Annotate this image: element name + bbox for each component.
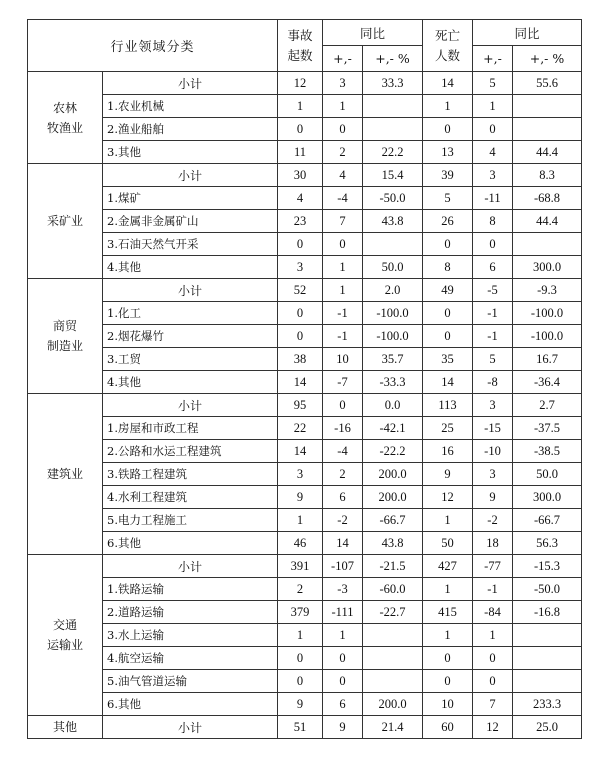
accidents-change-pct-cell: 200.0 bbox=[363, 693, 423, 716]
category-cell bbox=[28, 716, 103, 739]
deaths-change-cell: 5 bbox=[473, 348, 513, 371]
accidents-change-pct-cell: -100.0 bbox=[363, 302, 423, 325]
accidents-change-cell: 7 bbox=[323, 210, 363, 233]
accidents-change-cell: 1 bbox=[323, 256, 363, 279]
table-row bbox=[28, 532, 582, 555]
deaths-change-pct-cell: 50.0 bbox=[513, 463, 582, 486]
accidents-change-cell: 3 bbox=[323, 72, 363, 95]
table-row bbox=[28, 578, 582, 601]
accidents-change-cell: 0 bbox=[323, 394, 363, 417]
deaths-cell: 1 bbox=[423, 578, 473, 601]
subcategory-label: 2.公路和水运工程建筑 bbox=[103, 440, 278, 463]
subcategory-label: 2.渔业船舶 bbox=[103, 118, 278, 141]
header-deaths-change: +,- bbox=[473, 46, 513, 72]
deaths-change-cell: -77 bbox=[473, 555, 513, 578]
subcategory-label: 4.水利工程建筑 bbox=[103, 486, 278, 509]
table-row bbox=[28, 647, 582, 670]
accidents-change-pct-cell bbox=[363, 647, 423, 670]
category-name-line: 交通 bbox=[52, 618, 77, 632]
accidents-change-pct-cell: -22.7 bbox=[363, 601, 423, 624]
deaths-change-pct-cell: -36.4 bbox=[513, 371, 582, 394]
accidents-cell: 0 bbox=[278, 647, 323, 670]
deaths-cell: 0 bbox=[423, 325, 473, 348]
accidents-change-cell: -7 bbox=[323, 371, 363, 394]
table-row bbox=[28, 693, 582, 716]
subcategory-label: 3.水上运输 bbox=[103, 624, 278, 647]
accidents-change-cell: 1 bbox=[323, 95, 363, 118]
subcategory-label: 1.化工 bbox=[103, 302, 278, 325]
deaths-change-pct-cell: -50.0 bbox=[513, 578, 582, 601]
deaths-cell: 50 bbox=[423, 532, 473, 555]
accidents-change-cell: 6 bbox=[323, 693, 363, 716]
accidents-cell: 0 bbox=[278, 670, 323, 693]
category-cell bbox=[28, 555, 103, 716]
subcategory-label: 1.铁路运输 bbox=[103, 578, 278, 601]
deaths-change-cell: -10 bbox=[473, 440, 513, 463]
table-row bbox=[28, 95, 582, 118]
deaths-change-cell: 9 bbox=[473, 486, 513, 509]
accidents-change-pct-cell bbox=[363, 233, 423, 256]
table-row bbox=[28, 555, 582, 578]
accidents-change-pct-cell: 33.3 bbox=[363, 72, 423, 95]
accidents-change-pct-cell: -42.1 bbox=[363, 417, 423, 440]
deaths-cell: 39 bbox=[423, 164, 473, 187]
deaths-cell: 1 bbox=[423, 509, 473, 532]
deaths-change-pct-cell: 16.7 bbox=[513, 348, 582, 371]
accidents-cell: 9 bbox=[278, 693, 323, 716]
deaths-cell: 14 bbox=[423, 72, 473, 95]
deaths-change-cell: 6 bbox=[473, 256, 513, 279]
deaths-cell: 415 bbox=[423, 601, 473, 624]
table-row bbox=[28, 164, 582, 187]
deaths-cell: 0 bbox=[423, 302, 473, 325]
table-row bbox=[28, 716, 582, 739]
accidents-change-pct-cell: 22.2 bbox=[363, 141, 423, 164]
accidents-change-pct-cell bbox=[363, 118, 423, 141]
table-row bbox=[28, 371, 582, 394]
table-row bbox=[28, 72, 582, 95]
deaths-change-cell: -11 bbox=[473, 187, 513, 210]
deaths-change-pct-cell: 8.3 bbox=[513, 164, 582, 187]
accidents-change-cell: -2 bbox=[323, 509, 363, 532]
accidents-cell: 3 bbox=[278, 463, 323, 486]
deaths-change-cell: 0 bbox=[473, 670, 513, 693]
deaths-change-cell: -15 bbox=[473, 417, 513, 440]
accidents-change-pct-cell: 43.8 bbox=[363, 532, 423, 555]
accidents-cell: 0 bbox=[278, 118, 323, 141]
accidents-cell: 14 bbox=[278, 440, 323, 463]
accidents-change-cell: 10 bbox=[323, 348, 363, 371]
accidents-change-cell: 1 bbox=[323, 624, 363, 647]
accidents-cell: 0 bbox=[278, 325, 323, 348]
accidents-change-pct-cell: -100.0 bbox=[363, 325, 423, 348]
category-name-line: 建筑业 bbox=[46, 467, 83, 481]
table-row bbox=[28, 394, 582, 417]
accidents-change-cell: -3 bbox=[323, 578, 363, 601]
accidents-change-cell: 6 bbox=[323, 486, 363, 509]
subcategory-label: 5.电力工程施工 bbox=[103, 509, 278, 532]
deaths-cell: 25 bbox=[423, 417, 473, 440]
accidents-change-cell: 0 bbox=[323, 670, 363, 693]
subcategory-label: 2.烟花爆竹 bbox=[103, 325, 278, 348]
accidents-cell: 1 bbox=[278, 95, 323, 118]
accidents-cell: 46 bbox=[278, 532, 323, 555]
deaths-cell: 60 bbox=[423, 716, 473, 739]
header-deaths bbox=[423, 20, 473, 72]
deaths-change-cell: 5 bbox=[473, 72, 513, 95]
deaths-change-cell: 1 bbox=[473, 95, 513, 118]
accidents-change-pct-cell: -60.0 bbox=[363, 578, 423, 601]
accidents-change-pct-cell: 0.0 bbox=[363, 394, 423, 417]
deaths-change-pct-cell: -9.3 bbox=[513, 279, 582, 302]
table-row bbox=[28, 348, 582, 371]
deaths-cell: 12 bbox=[423, 486, 473, 509]
deaths-cell: 1 bbox=[423, 624, 473, 647]
accidents-change-pct-cell: 200.0 bbox=[363, 463, 423, 486]
accidents-cell: 38 bbox=[278, 348, 323, 371]
accidents-change-pct-cell: 21.4 bbox=[363, 716, 423, 739]
header-deaths-line2: 人数 bbox=[434, 47, 460, 63]
deaths-cell: 427 bbox=[423, 555, 473, 578]
table-row bbox=[28, 187, 582, 210]
deaths-change-pct-cell bbox=[513, 647, 582, 670]
accidents-cell: 22 bbox=[278, 417, 323, 440]
accidents-cell: 9 bbox=[278, 486, 323, 509]
accidents-change-pct-cell: 35.7 bbox=[363, 348, 423, 371]
deaths-cell: 49 bbox=[423, 279, 473, 302]
accidents-change-cell: 2 bbox=[323, 463, 363, 486]
deaths-cell: 5 bbox=[423, 187, 473, 210]
accidents-change-cell: 2 bbox=[323, 141, 363, 164]
deaths-cell: 14 bbox=[423, 371, 473, 394]
accidents-change-pct-cell: -21.5 bbox=[363, 555, 423, 578]
subcategory-label: 4.其他 bbox=[103, 256, 278, 279]
table-row bbox=[28, 463, 582, 486]
accidents-change-pct-cell: 15.4 bbox=[363, 164, 423, 187]
accidents-cell: 52 bbox=[278, 279, 323, 302]
header-accidents-yoy: 同比 bbox=[323, 20, 423, 46]
accidents-change-cell: -16 bbox=[323, 417, 363, 440]
header-deaths-yoy: 同比 bbox=[473, 20, 582, 46]
deaths-change-cell: 4 bbox=[473, 141, 513, 164]
header-accidents-line1: 事故 bbox=[287, 27, 313, 43]
accidents-cell: 0 bbox=[278, 302, 323, 325]
subtotal-label: 小计 bbox=[103, 72, 278, 95]
accidents-change-pct-cell: -66.7 bbox=[363, 509, 423, 532]
subcategory-label: 1.房屋和市政工程 bbox=[103, 417, 278, 440]
subtotal-label: 小计 bbox=[103, 716, 278, 739]
deaths-change-cell: 0 bbox=[473, 233, 513, 256]
accidents-change-cell: -107 bbox=[323, 555, 363, 578]
subcategory-label: 4.航空运输 bbox=[103, 647, 278, 670]
accidents-change-pct-cell bbox=[363, 95, 423, 118]
table-row bbox=[28, 233, 582, 256]
accidents-change-pct-cell: -50.0 bbox=[363, 187, 423, 210]
accidents-change-cell: 0 bbox=[323, 118, 363, 141]
header-accidents-change: +,- bbox=[323, 46, 363, 72]
accidents-cell: 0 bbox=[278, 233, 323, 256]
table-row bbox=[28, 670, 582, 693]
table-row bbox=[28, 601, 582, 624]
deaths-cell: 35 bbox=[423, 348, 473, 371]
category-cell bbox=[28, 72, 103, 164]
deaths-change-pct-cell: -37.5 bbox=[513, 417, 582, 440]
deaths-cell: 0 bbox=[423, 670, 473, 693]
accidents-change-cell: 14 bbox=[323, 532, 363, 555]
deaths-change-pct-cell: 25.0 bbox=[513, 716, 582, 739]
table-row bbox=[28, 440, 582, 463]
subcategory-label: 6.其他 bbox=[103, 532, 278, 555]
deaths-cell: 0 bbox=[423, 118, 473, 141]
accidents-change-cell: 0 bbox=[323, 233, 363, 256]
deaths-change-cell: -1 bbox=[473, 325, 513, 348]
accidents-cell: 23 bbox=[278, 210, 323, 233]
accidents-change-cell: -1 bbox=[323, 302, 363, 325]
category-cell bbox=[28, 164, 103, 279]
deaths-cell: 0 bbox=[423, 233, 473, 256]
deaths-change-cell: 0 bbox=[473, 647, 513, 670]
deaths-cell: 9 bbox=[423, 463, 473, 486]
accidents-change-cell: 0 bbox=[323, 647, 363, 670]
header-accidents-line2: 起数 bbox=[287, 47, 313, 63]
deaths-change-cell: 18 bbox=[473, 532, 513, 555]
accidents-cell: 11 bbox=[278, 141, 323, 164]
subcategory-label: 3.工贸 bbox=[103, 348, 278, 371]
accidents-change-cell: -4 bbox=[323, 187, 363, 210]
deaths-change-pct-cell: -100.0 bbox=[513, 325, 582, 348]
deaths-change-pct-cell: 300.0 bbox=[513, 486, 582, 509]
accidents-change-cell: 9 bbox=[323, 716, 363, 739]
deaths-change-cell: 0 bbox=[473, 118, 513, 141]
deaths-change-cell: 8 bbox=[473, 210, 513, 233]
accident-statistics-table bbox=[27, 19, 582, 739]
deaths-change-pct-cell: 44.4 bbox=[513, 141, 582, 164]
accidents-change-pct-cell: -22.2 bbox=[363, 440, 423, 463]
deaths-change-pct-cell bbox=[513, 95, 582, 118]
accidents-change-pct-cell: -33.3 bbox=[363, 371, 423, 394]
subcategory-label: 6.其他 bbox=[103, 693, 278, 716]
deaths-change-pct-cell: -38.5 bbox=[513, 440, 582, 463]
subcategory-label: 2.道路运输 bbox=[103, 601, 278, 624]
deaths-change-pct-cell bbox=[513, 118, 582, 141]
accidents-cell: 95 bbox=[278, 394, 323, 417]
category-name-line: 采矿业 bbox=[46, 214, 83, 228]
accidents-change-pct-cell: 2.0 bbox=[363, 279, 423, 302]
accidents-cell: 51 bbox=[278, 716, 323, 739]
subtotal-label: 小计 bbox=[103, 164, 278, 187]
accidents-cell: 379 bbox=[278, 601, 323, 624]
subcategory-label: 5.油气管道运输 bbox=[103, 670, 278, 693]
deaths-change-pct-cell: 44.4 bbox=[513, 210, 582, 233]
deaths-change-cell: -1 bbox=[473, 302, 513, 325]
accidents-change-cell: 1 bbox=[323, 279, 363, 302]
header-row-1 bbox=[28, 20, 582, 46]
table-row bbox=[28, 325, 582, 348]
deaths-change-cell: 12 bbox=[473, 716, 513, 739]
header-deaths-change-pct: +,- % bbox=[513, 46, 582, 72]
deaths-cell: 8 bbox=[423, 256, 473, 279]
deaths-change-pct-cell: 300.0 bbox=[513, 256, 582, 279]
header-deaths-line1: 死亡 bbox=[434, 27, 460, 43]
deaths-change-pct-cell: -16.8 bbox=[513, 601, 582, 624]
subtotal-label: 小计 bbox=[103, 555, 278, 578]
subcategory-label: 4.其他 bbox=[103, 371, 278, 394]
accidents-cell: 3 bbox=[278, 256, 323, 279]
deaths-change-cell: -2 bbox=[473, 509, 513, 532]
accidents-cell: 1 bbox=[278, 509, 323, 532]
deaths-cell: 16 bbox=[423, 440, 473, 463]
table-row bbox=[28, 509, 582, 532]
subtotal-label: 小计 bbox=[103, 394, 278, 417]
deaths-change-pct-cell: -100.0 bbox=[513, 302, 582, 325]
accidents-cell: 12 bbox=[278, 72, 323, 95]
deaths-change-pct-cell: -68.8 bbox=[513, 187, 582, 210]
deaths-change-pct-cell bbox=[513, 624, 582, 647]
accidents-cell: 4 bbox=[278, 187, 323, 210]
header-accidents bbox=[278, 20, 323, 72]
accidents-cell: 30 bbox=[278, 164, 323, 187]
table-row bbox=[28, 279, 582, 302]
accidents-change-cell: -111 bbox=[323, 601, 363, 624]
subcategory-label: 3.石油天然气开采 bbox=[103, 233, 278, 256]
deaths-change-pct-cell: 55.6 bbox=[513, 72, 582, 95]
deaths-change-cell: 3 bbox=[473, 164, 513, 187]
deaths-cell: 13 bbox=[423, 141, 473, 164]
statistics-table-container bbox=[27, 19, 582, 739]
deaths-change-cell: 1 bbox=[473, 624, 513, 647]
subtotal-label: 小计 bbox=[103, 279, 278, 302]
header-category: 行业领域分类 bbox=[28, 20, 278, 72]
table-row bbox=[28, 624, 582, 647]
table-row bbox=[28, 486, 582, 509]
deaths-cell: 1 bbox=[423, 95, 473, 118]
deaths-change-pct-cell: 233.3 bbox=[513, 693, 582, 716]
header-accidents-change-pct: +,- % bbox=[363, 46, 423, 72]
deaths-change-pct-cell bbox=[513, 233, 582, 256]
category-name-line: 农林 bbox=[52, 100, 77, 115]
accidents-change-pct-cell: 50.0 bbox=[363, 256, 423, 279]
accidents-change-cell: -1 bbox=[323, 325, 363, 348]
deaths-cell: 26 bbox=[423, 210, 473, 233]
table-body bbox=[28, 72, 582, 739]
deaths-change-cell: -84 bbox=[473, 601, 513, 624]
table-row bbox=[28, 256, 582, 279]
deaths-change-cell: -8 bbox=[473, 371, 513, 394]
deaths-change-pct-cell: 56.3 bbox=[513, 532, 582, 555]
category-name-line: 其他 bbox=[52, 720, 77, 734]
accidents-change-pct-cell: 43.8 bbox=[363, 210, 423, 233]
deaths-change-pct-cell: 2.7 bbox=[513, 394, 582, 417]
accidents-cell: 2 bbox=[278, 578, 323, 601]
deaths-change-cell: 7 bbox=[473, 693, 513, 716]
deaths-change-pct-cell bbox=[513, 670, 582, 693]
table-row bbox=[28, 210, 582, 233]
deaths-change-cell: 3 bbox=[473, 463, 513, 486]
accidents-change-pct-cell: 200.0 bbox=[363, 486, 423, 509]
category-name-line: 牧渔业 bbox=[46, 120, 83, 135]
deaths-change-pct-cell: -66.7 bbox=[513, 509, 582, 532]
accidents-change-cell: 4 bbox=[323, 164, 363, 187]
table-row bbox=[28, 118, 582, 141]
table-row bbox=[28, 417, 582, 440]
deaths-cell: 113 bbox=[423, 394, 473, 417]
accidents-change-pct-cell bbox=[363, 624, 423, 647]
accidents-cell: 391 bbox=[278, 555, 323, 578]
deaths-cell: 0 bbox=[423, 647, 473, 670]
table-row bbox=[28, 302, 582, 325]
accidents-cell: 1 bbox=[278, 624, 323, 647]
table-row bbox=[28, 141, 582, 164]
deaths-change-cell: 3 bbox=[473, 394, 513, 417]
subcategory-label: 1.煤矿 bbox=[103, 187, 278, 210]
category-name-line: 运输业 bbox=[46, 638, 83, 652]
accidents-change-pct-cell bbox=[363, 670, 423, 693]
subcategory-label: 3.其他 bbox=[103, 141, 278, 164]
category-name-line: 制造业 bbox=[46, 339, 83, 353]
category-name-line: 商贸 bbox=[52, 319, 77, 333]
deaths-change-pct-cell: -15.3 bbox=[513, 555, 582, 578]
deaths-change-cell: -1 bbox=[473, 578, 513, 601]
subcategory-label: 2.金属非金属矿山 bbox=[103, 210, 278, 233]
deaths-change-cell: -5 bbox=[473, 279, 513, 302]
category-cell bbox=[28, 279, 103, 394]
accidents-cell: 14 bbox=[278, 371, 323, 394]
subcategory-label: 3.铁路工程建筑 bbox=[103, 463, 278, 486]
deaths-cell: 10 bbox=[423, 693, 473, 716]
category-cell bbox=[28, 394, 103, 555]
subcategory-label: 1.农业机械 bbox=[103, 95, 278, 118]
accidents-change-cell: -4 bbox=[323, 440, 363, 463]
